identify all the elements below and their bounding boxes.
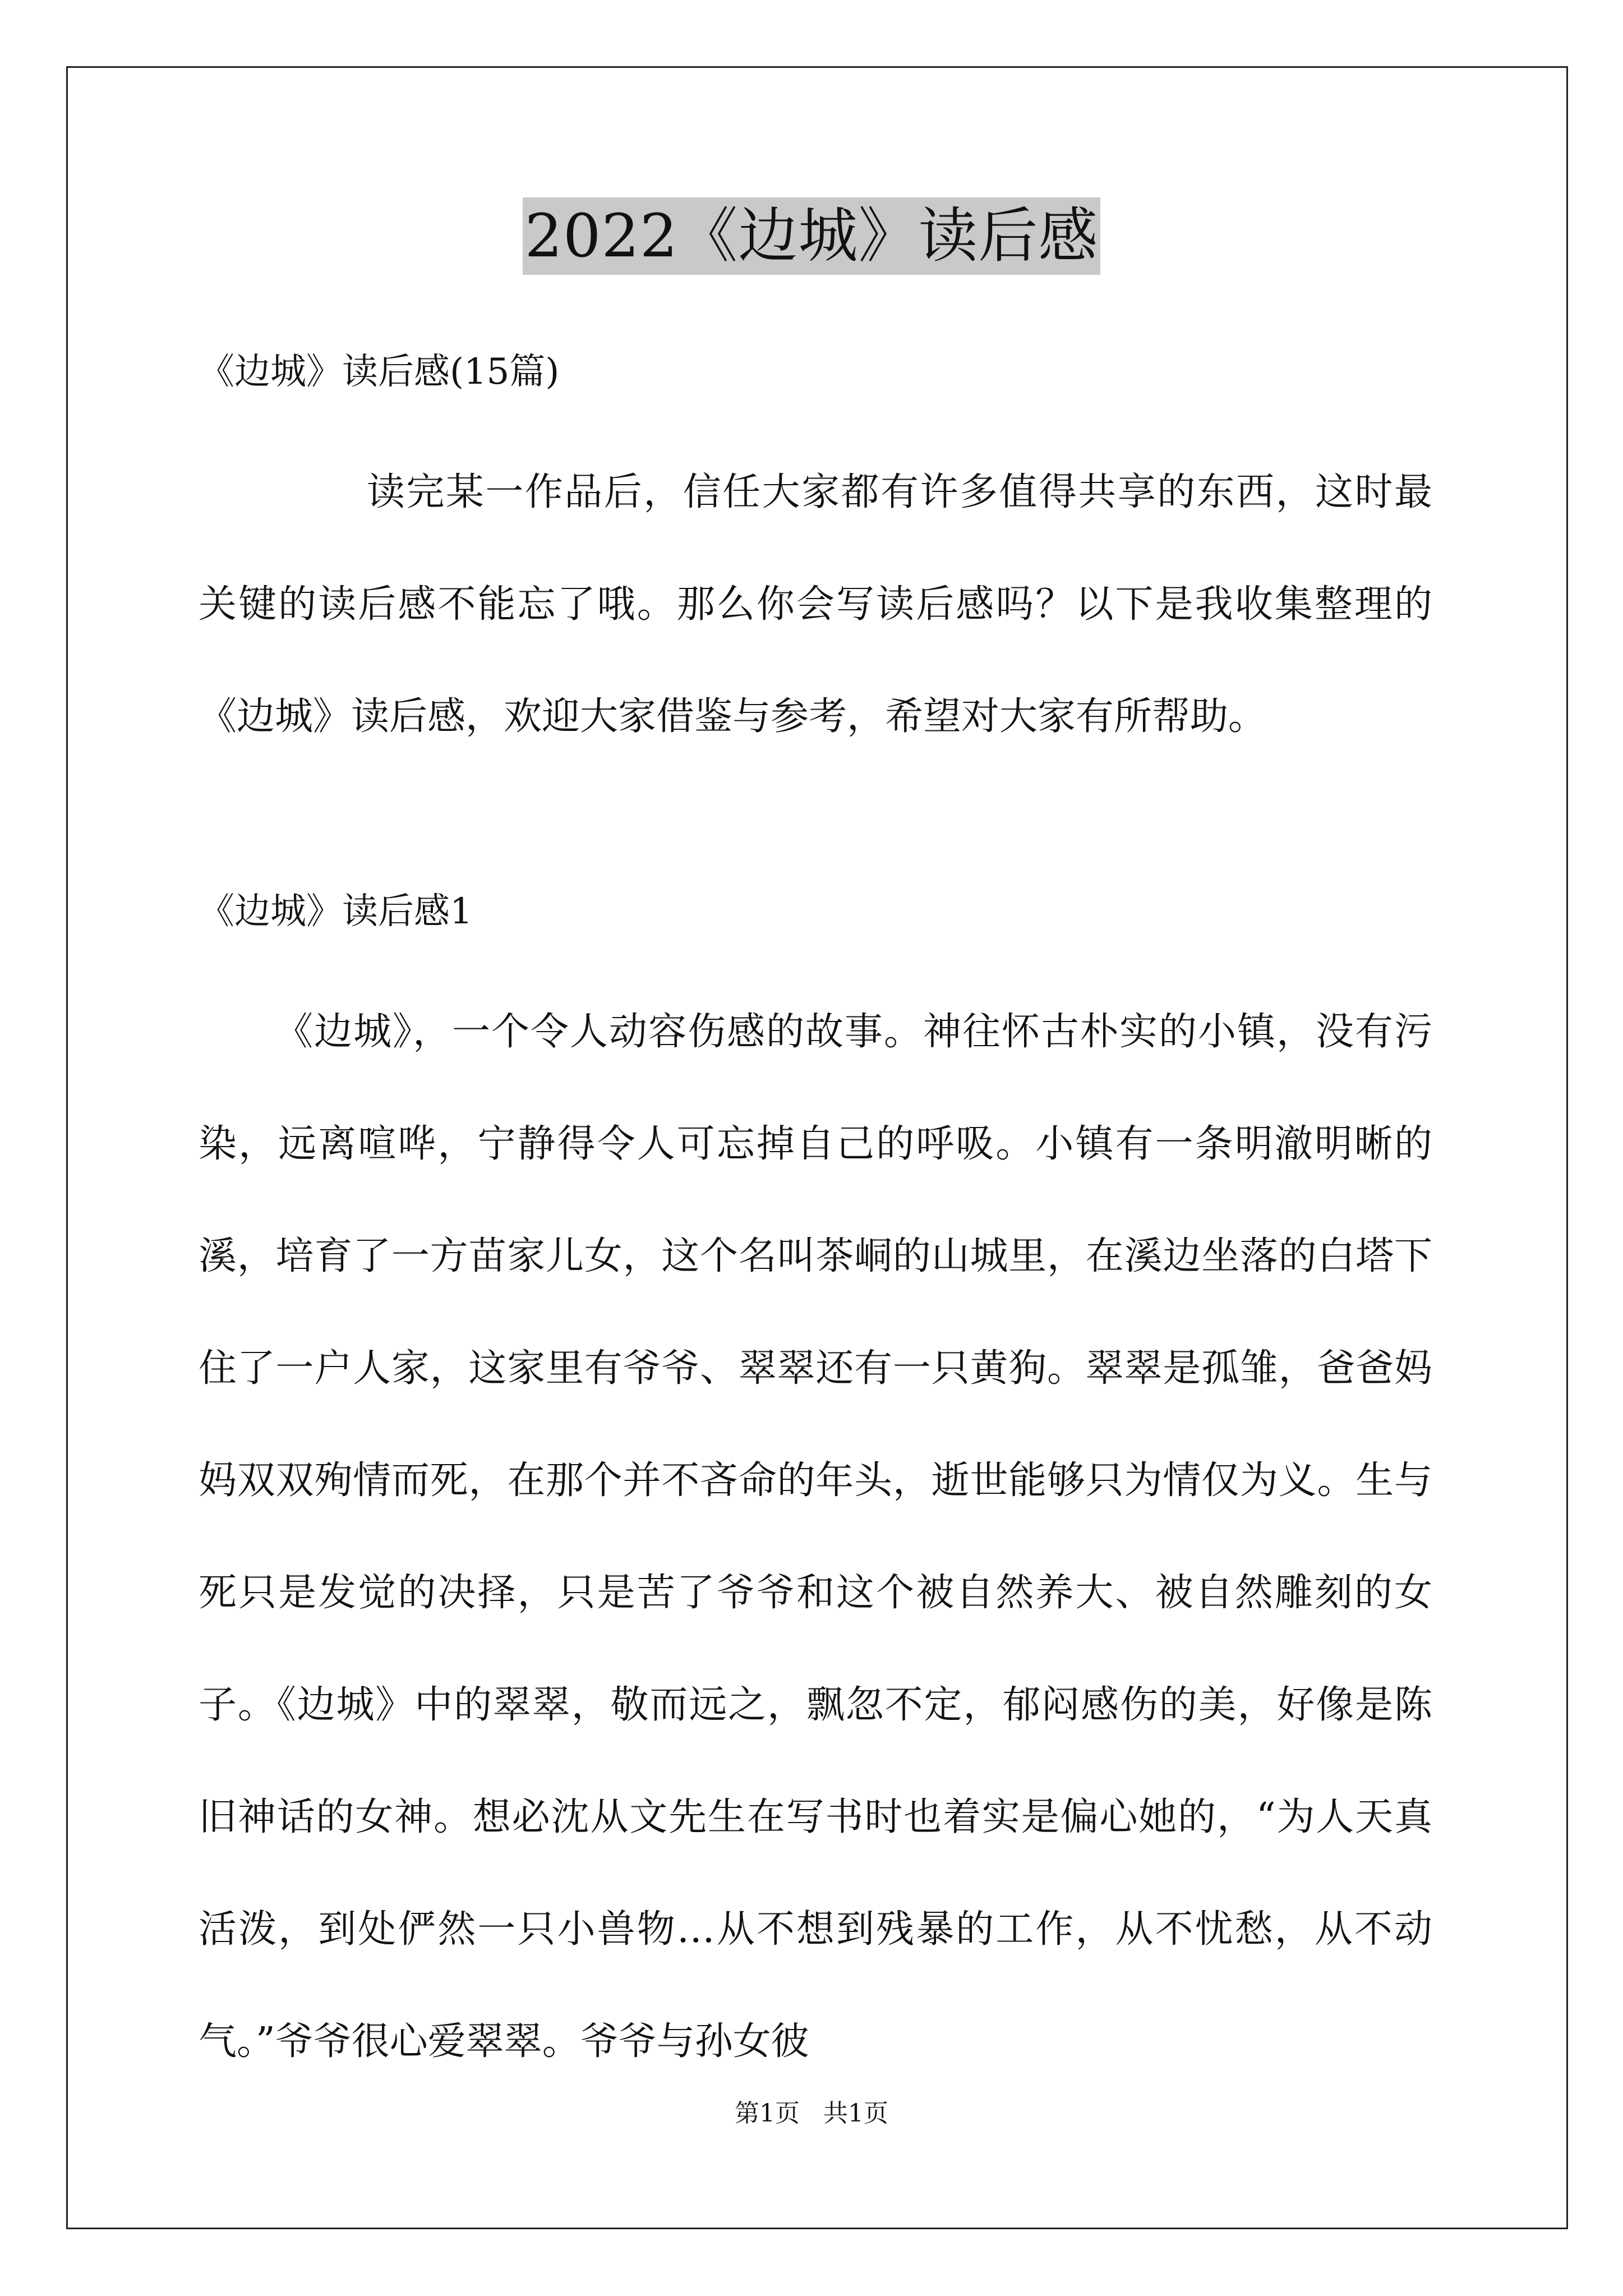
document-subtitle: 《边城》读后感(15篇) (199, 351, 560, 393)
section-heading: 《边城》读后感1 (199, 891, 473, 932)
document-title: 2022《边城》读后感 (523, 197, 1101, 275)
body-paragraph: 《边城》，一个令人动容伤感的故事。神往怀古朴实的小镇，没有污染，远离喧哗，宁静得令人可忘掉自己的呼吸。小镇有一条明澈明晰的溪，培育了一方苗家儿女，这个名叫茶峒的山城里，在溪边坐落的白塔下住了一户人家，这家里有爷爷、翠翠还有一只黄狗。翠翠是孤雏，爸爸妈妈双双殉情而死，在那个并不吝命的年头，逝世能够只为情仅为义。生与死只是发觉的决择，只是苦了爷爷和这个被自然养大、被自然雕刻的女子。《边城》中的翠翠，敬而远之，飘忽不定，郁闷感伤的美，好像是陈旧神话的女神。想必沈从文先生在写书时也着实是偏心她的，“为人天真活泼，到处俨然一只小兽物…从不想到残暴的工作，从不忧愁，从不动气。”爷爷很心爱翠翠。爷爷与孙女彼 (199, 1010, 1432, 2064)
intro-paragraph: 读完某一作品后，信任大家都有许多值得共享的东西，这时最关键的读后感不能忘了哦。那么你会写读后感吗？以下是我收集整理的《边城》读后感，欢迎大家借鉴与参考，希望对大家有所帮助。 (199, 470, 1432, 739)
page-footer: 第1页 共1页 (735, 2099, 888, 2128)
title-container (0, 197, 1623, 275)
